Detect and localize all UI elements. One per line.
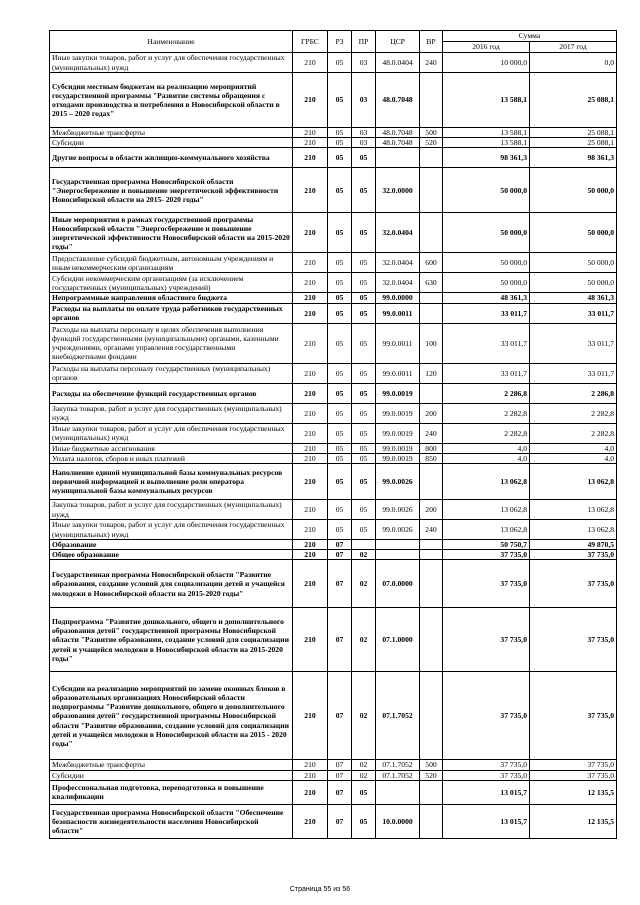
row-grbs: 210 <box>293 443 328 453</box>
row-sum-2016: 50 000,0 <box>443 273 530 293</box>
row-csr: 99.0.0011 <box>376 363 420 383</box>
row-vr <box>420 608 443 672</box>
table-row <box>50 520 617 540</box>
row-pr: 02 <box>352 550 376 560</box>
row-name: Субсидии <box>50 138 293 148</box>
page-footer: Страница 55 из 56 <box>289 886 351 893</box>
row-pr: 05 <box>352 403 376 423</box>
row-pr: 02 <box>352 672 376 760</box>
row-rz: 07 <box>328 550 352 560</box>
table-row <box>50 323 617 363</box>
row-rz: 07 <box>328 608 352 672</box>
row-name: Иные закупки товаров, работ и услуг для обеспечения государственных (муниципальных) нужд <box>50 53 293 73</box>
row-sum-2016: 50 000,0 <box>443 213 530 253</box>
row-vr: 120 <box>420 363 443 383</box>
table-row <box>50 500 617 520</box>
row-grbs: 210 <box>293 560 328 608</box>
row-name: Государственная программа Новосибирской области "Обеспечение безопасности жизнедеятельности населения Новосибирской области" <box>50 804 293 838</box>
table-row <box>50 780 617 804</box>
row-csr: 10.0.0000 <box>376 804 420 838</box>
row-sum-2017: 0,0 <box>530 53 617 73</box>
header-vr: ВР <box>420 31 443 53</box>
header-csr: ЦСР <box>376 31 420 53</box>
row-grbs: 210 <box>293 148 328 168</box>
row-vr <box>420 780 443 804</box>
row-vr <box>420 550 443 560</box>
row-name: Иные бюджетные ассигнования <box>50 443 293 453</box>
row-grbs: 210 <box>293 273 328 293</box>
row-sum-2017: 49 870,5 <box>530 540 617 550</box>
row-rz: 07 <box>328 540 352 550</box>
row-name: Межбюджетные трансферты <box>50 128 293 138</box>
table-row <box>50 148 617 168</box>
budget-table <box>49 30 617 839</box>
row-pr: 05 <box>352 168 376 213</box>
row-vr: 240 <box>420 520 443 540</box>
row-pr: 05 <box>352 500 376 520</box>
row-vr <box>420 148 443 168</box>
row-sum-2017: 37 735,0 <box>530 770 617 780</box>
row-csr: 07.0.0000 <box>376 560 420 608</box>
row-sum-2016: 10 000,0 <box>443 53 530 73</box>
row-rz: 05 <box>328 128 352 138</box>
row-grbs: 210 <box>293 770 328 780</box>
row-csr <box>376 148 420 168</box>
row-rz: 05 <box>328 453 352 463</box>
row-sum-2016: 37 735,0 <box>443 672 530 760</box>
row-sum-2016: 4,0 <box>443 443 530 453</box>
row-csr: 99.0.0019 <box>376 383 420 403</box>
row-rz: 05 <box>328 148 352 168</box>
table-row <box>50 760 617 770</box>
row-vr: 520 <box>420 138 443 148</box>
row-rz: 07 <box>328 770 352 780</box>
row-sum-2016: 50 750,7 <box>443 540 530 550</box>
row-sum-2016: 37 735,0 <box>443 770 530 780</box>
row-name: Субсидии местным бюджетам на реализацию мероприятий государственной программы "Развитие системы обращения с отходами производства и потребления в Новосибирской области в 2015 – 2020 годах" <box>50 73 293 128</box>
table-row <box>50 464 617 500</box>
row-rz: 05 <box>328 293 352 303</box>
row-name: Наполнение единой муниципальной базы коммунальных ресурсов первичной информацией и выполнение роли оператора муниципальной базы коммунальных ресурсов <box>50 464 293 500</box>
row-sum-2017: 37 735,0 <box>530 550 617 560</box>
row-pr: 02 <box>352 560 376 608</box>
row-sum-2017: 50 000,0 <box>530 273 617 293</box>
header-name: Наименование <box>50 31 293 53</box>
row-grbs: 210 <box>293 520 328 540</box>
row-csr <box>376 550 420 560</box>
row-csr: 32.0.0404 <box>376 253 420 273</box>
row-vr: 200 <box>420 500 443 520</box>
row-pr: 02 <box>352 608 376 672</box>
row-rz: 05 <box>328 73 352 128</box>
row-sum-2017: 98 361,3 <box>530 148 617 168</box>
row-csr: 32.0.0000 <box>376 168 420 213</box>
row-name: Иные закупки товаров, работ и услуг для обеспечения государственных (муниципальных) нужд <box>50 520 293 540</box>
row-grbs: 210 <box>293 540 328 550</box>
row-vr: 200 <box>420 403 443 423</box>
header-sum: Сумма <box>443 31 617 42</box>
row-sum-2017: 13 062,8 <box>530 520 617 540</box>
row-vr <box>420 73 443 128</box>
row-pr: 05 <box>352 780 376 804</box>
row-sum-2017: 50 000,0 <box>530 213 617 253</box>
row-grbs: 210 <box>293 672 328 760</box>
row-sum-2016: 33 011,7 <box>443 303 530 323</box>
row-sum-2016: 2 286,8 <box>443 383 530 403</box>
row-sum-2016: 48 361,3 <box>443 293 530 303</box>
row-name: Образование <box>50 540 293 550</box>
row-csr <box>376 540 420 550</box>
row-vr <box>420 540 443 550</box>
table-row <box>50 453 617 463</box>
table-row <box>50 608 617 672</box>
row-name: Непрограммные направления областного бюджета <box>50 293 293 303</box>
row-sum-2017: 48 361,3 <box>530 293 617 303</box>
row-csr: 99.0.0011 <box>376 303 420 323</box>
row-csr: 48.0.7048 <box>376 138 420 148</box>
row-sum-2016: 13 062,8 <box>443 500 530 520</box>
row-name: Закупка товаров, работ и услуг для государственных (муниципальных) нужд <box>50 500 293 520</box>
header-rz: РЗ <box>328 31 352 53</box>
row-vr <box>420 293 443 303</box>
row-vr: 600 <box>420 253 443 273</box>
table-row <box>50 303 617 323</box>
row-sum-2017: 2 282,8 <box>530 423 617 443</box>
row-vr <box>420 672 443 760</box>
table-row <box>50 443 617 453</box>
row-grbs: 210 <box>293 608 328 672</box>
row-pr: 03 <box>352 53 376 73</box>
row-pr: 02 <box>352 770 376 780</box>
row-vr: 500 <box>420 760 443 770</box>
header-year-2017: 2017 год <box>530 42 617 53</box>
row-grbs: 210 <box>293 138 328 148</box>
row-name: Государственная программа Новосибирской области "Энергосбережение и повышение энергетической эффективности Новосибирской области на 2015- 2020 годы" <box>50 168 293 213</box>
row-grbs: 210 <box>293 53 328 73</box>
row-csr: 07.1.7052 <box>376 770 420 780</box>
row-sum-2016: 33 011,7 <box>443 323 530 363</box>
row-grbs: 210 <box>293 213 328 253</box>
row-rz: 05 <box>328 363 352 383</box>
row-csr: 99.0.0019 <box>376 403 420 423</box>
row-sum-2017: 13 062,8 <box>530 464 617 500</box>
row-grbs: 210 <box>293 363 328 383</box>
row-name: Расходы на выплаты персоналу государственных (муниципальных) органов <box>50 363 293 383</box>
row-sum-2016: 50 000,0 <box>443 168 530 213</box>
row-pr: 03 <box>352 73 376 128</box>
row-rz: 05 <box>328 138 352 148</box>
table-row <box>50 363 617 383</box>
row-rz: 05 <box>328 520 352 540</box>
row-vr <box>420 168 443 213</box>
row-csr <box>376 780 420 804</box>
row-grbs: 210 <box>293 73 328 128</box>
row-name: Расходы на выплаты персоналу в целях обеспечения выполнения функций государственными (муниципальными) органами, казенными учреждениями, органами управления государственными внебюджетными фондами <box>50 323 293 363</box>
row-vr <box>420 804 443 838</box>
table-row <box>50 293 617 303</box>
row-sum-2017: 25 088,1 <box>530 128 617 138</box>
row-sum-2016: 98 361,3 <box>443 148 530 168</box>
row-grbs: 210 <box>293 323 328 363</box>
row-csr: 07.1.7052 <box>376 760 420 770</box>
row-name: Другие вопросы в области жилищно-коммунального хозяйства <box>50 148 293 168</box>
row-vr: 500 <box>420 128 443 138</box>
row-sum-2017: 33 011,7 <box>530 323 617 363</box>
row-vr <box>420 560 443 608</box>
row-sum-2017: 33 011,7 <box>530 363 617 383</box>
row-sum-2017: 2 286,8 <box>530 383 617 403</box>
row-sum-2017: 12 135,5 <box>530 780 617 804</box>
row-sum-2016: 37 735,0 <box>443 608 530 672</box>
table-row <box>50 168 617 213</box>
row-sum-2017: 4,0 <box>530 453 617 463</box>
row-vr <box>420 464 443 500</box>
table-row <box>50 560 617 608</box>
table-row <box>50 73 617 128</box>
row-csr: 99.0.0026 <box>376 500 420 520</box>
table-row <box>50 540 617 550</box>
row-rz: 05 <box>328 168 352 213</box>
row-pr: 05 <box>352 253 376 273</box>
row-grbs: 210 <box>293 403 328 423</box>
table-row <box>50 53 617 73</box>
row-csr: 07.1.0000 <box>376 608 420 672</box>
row-csr: 48.0.7048 <box>376 128 420 138</box>
row-csr: 07.1.7052 <box>376 672 420 760</box>
table-row <box>50 423 617 443</box>
row-rz: 07 <box>328 760 352 770</box>
header-pr: ПР <box>352 31 376 53</box>
row-pr: 05 <box>352 453 376 463</box>
row-name: Подпрограмма "Развитие дошкольного, общего и дополнительного образования детей" государственной программы Новосибирской области "Развитие образования, создание условий для социализации детей и учащейся молодежи в Новосибирской области на 2015-2020 годы" <box>50 608 293 672</box>
row-sum-2017: 12 135,5 <box>530 804 617 838</box>
row-grbs: 210 <box>293 760 328 770</box>
row-grbs: 210 <box>293 423 328 443</box>
row-grbs: 210 <box>293 303 328 323</box>
row-vr: 240 <box>420 423 443 443</box>
row-rz: 05 <box>328 383 352 403</box>
row-vr <box>420 303 443 323</box>
header-grbs: ГРБС <box>293 31 328 53</box>
row-rz: 05 <box>328 323 352 363</box>
row-pr: 05 <box>352 464 376 500</box>
table-row <box>50 253 617 273</box>
row-name: Профессиональная подготовка, переподготовка и повышение квалификации <box>50 780 293 804</box>
row-rz: 05 <box>328 213 352 253</box>
row-name: Общее образование <box>50 550 293 560</box>
row-pr: 05 <box>352 213 376 253</box>
row-csr: 99.0.0026 <box>376 520 420 540</box>
row-csr: 99.0.0019 <box>376 423 420 443</box>
row-pr: 05 <box>352 303 376 323</box>
table-row <box>50 273 617 293</box>
row-sum-2016: 13 062,8 <box>443 464 530 500</box>
row-name: Расходы на выплаты по оплате труда работников государственных органов <box>50 303 293 323</box>
row-rz: 05 <box>328 423 352 443</box>
row-pr: 05 <box>352 423 376 443</box>
row-sum-2016: 37 735,0 <box>443 560 530 608</box>
row-pr <box>352 540 376 550</box>
row-csr: 48.0.7048 <box>376 73 420 128</box>
table-row <box>50 128 617 138</box>
row-pr: 05 <box>352 273 376 293</box>
row-grbs: 210 <box>293 780 328 804</box>
row-grbs: 210 <box>293 168 328 213</box>
row-pr: 05 <box>352 804 376 838</box>
row-csr: 99.0.0019 <box>376 443 420 453</box>
row-vr: 520 <box>420 770 443 780</box>
row-grbs: 210 <box>293 804 328 838</box>
row-vr <box>420 213 443 253</box>
row-rz: 05 <box>328 403 352 423</box>
row-grbs: 210 <box>293 383 328 403</box>
row-sum-2017: 33 011,7 <box>530 303 617 323</box>
row-sum-2016: 4,0 <box>443 453 530 463</box>
row-sum-2016: 50 000,0 <box>443 253 530 273</box>
row-pr: 05 <box>352 363 376 383</box>
row-csr: 99.0.0011 <box>376 323 420 363</box>
row-vr: 630 <box>420 273 443 293</box>
row-sum-2016: 37 735,0 <box>443 760 530 770</box>
row-sum-2016: 2 282,8 <box>443 423 530 443</box>
row-name: Предоставление субсидий бюджетным, автономным учреждениям и иным некоммерческим организациям <box>50 253 293 273</box>
row-sum-2017: 37 735,0 <box>530 760 617 770</box>
table-row <box>50 213 617 253</box>
row-pr: 05 <box>352 383 376 403</box>
row-vr <box>420 383 443 403</box>
row-grbs: 210 <box>293 128 328 138</box>
table-row <box>50 383 617 403</box>
row-pr: 02 <box>352 760 376 770</box>
row-vr: 850 <box>420 453 443 463</box>
row-rz: 05 <box>328 464 352 500</box>
row-rz: 05 <box>328 273 352 293</box>
table-row <box>50 138 617 148</box>
row-grbs: 210 <box>293 293 328 303</box>
row-sum-2017: 13 062,8 <box>530 500 617 520</box>
table-row <box>50 672 617 760</box>
row-sum-2017: 4,0 <box>530 443 617 453</box>
row-sum-2016: 13 015,7 <box>443 804 530 838</box>
row-name: Государственная программа Новосибирской области "Развитие образования, создание условий для социализации детей и учащейся молодежи в Новосибирской области на 2015-2020 годы" <box>50 560 293 608</box>
row-sum-2017: 25 088,1 <box>530 138 617 148</box>
row-name: Расходы на обеспечение функций государственных органов <box>50 383 293 403</box>
row-rz: 05 <box>328 253 352 273</box>
row-pr: 05 <box>352 443 376 453</box>
row-grbs: 210 <box>293 453 328 463</box>
row-sum-2016: 13 062,8 <box>443 520 530 540</box>
row-sum-2017: 37 735,0 <box>530 608 617 672</box>
row-pr: 05 <box>352 148 376 168</box>
row-grbs: 210 <box>293 464 328 500</box>
table-row <box>50 403 617 423</box>
row-name: Субсидии <box>50 770 293 780</box>
row-pr: 05 <box>352 293 376 303</box>
row-rz: 07 <box>328 780 352 804</box>
row-sum-2017: 50 000,0 <box>530 168 617 213</box>
row-grbs: 210 <box>293 550 328 560</box>
row-vr: 240 <box>420 53 443 73</box>
row-rz: 07 <box>328 672 352 760</box>
row-csr: 99.0.0000 <box>376 293 420 303</box>
row-name: Иные закупки товаров, работ и услуг для обеспечения государственных (муниципальных) нужд <box>50 423 293 443</box>
row-rz: 07 <box>328 804 352 838</box>
row-vr: 800 <box>420 443 443 453</box>
row-sum-2016: 13 588,1 <box>443 128 530 138</box>
row-pr: 05 <box>352 323 376 363</box>
row-rz: 05 <box>328 53 352 73</box>
row-name: Иные мероприятия в рамках государственной программы Новосибирской области "Энергосбережение и повышение энергетической эффективности Новосибирской области на 2015-2020 годы" <box>50 213 293 253</box>
row-grbs: 210 <box>293 253 328 273</box>
row-sum-2017: 2 282,8 <box>530 403 617 423</box>
row-vr: 100 <box>420 323 443 363</box>
row-csr: 99.0.0019 <box>376 453 420 463</box>
row-sum-2016: 13 588,1 <box>443 73 530 128</box>
row-sum-2017: 37 735,0 <box>530 560 617 608</box>
row-sum-2017: 50 000,0 <box>530 253 617 273</box>
row-csr: 48.0.0404 <box>376 53 420 73</box>
row-name: Межбюджетные трансферты <box>50 760 293 770</box>
table-row <box>50 770 617 780</box>
row-sum-2016: 13 015,7 <box>443 780 530 804</box>
row-rz: 07 <box>328 560 352 608</box>
table-row <box>50 550 617 560</box>
row-name: Закупка товаров, работ и услуг для государственных (муниципальных) нужд <box>50 403 293 423</box>
row-grbs: 210 <box>293 500 328 520</box>
row-name: Субсидии на реализацию мероприятий по замене оконных блоков в образовательных организациях Новосибирской области подпрограммы "Развитие дошкольного, общего и дополнительного образования детей" государственной программы Новосибирской области "Развитие образования, создание условий для социализации детей и учащейся молодежи в Новосибирской области на 2015 - 2020 годы" <box>50 672 293 760</box>
row-rz: 05 <box>328 500 352 520</box>
header-year-2016: 2016 год <box>443 42 530 53</box>
row-pr: 03 <box>352 128 376 138</box>
row-rz: 05 <box>328 303 352 323</box>
row-sum-2017: 25 088,1 <box>530 73 617 128</box>
row-sum-2017: 37 735,0 <box>530 672 617 760</box>
row-name: Субсидии некоммерческим организациям (за исключением государственных (муниципальных) учреждений) <box>50 273 293 293</box>
row-pr: 05 <box>352 520 376 540</box>
row-csr: 32.0.0404 <box>376 213 420 253</box>
row-sum-2016: 33 011,7 <box>443 363 530 383</box>
row-sum-2016: 2 282,8 <box>443 403 530 423</box>
row-rz: 05 <box>328 443 352 453</box>
row-sum-2016: 13 588,1 <box>443 138 530 148</box>
row-csr: 99.0.0026 <box>376 464 420 500</box>
row-sum-2016: 37 735,0 <box>443 550 530 560</box>
table-row <box>50 804 617 838</box>
row-name: Уплата налогов, сборов и иных платежей <box>50 453 293 463</box>
row-csr: 32.0.0404 <box>376 273 420 293</box>
row-pr: 03 <box>352 138 376 148</box>
